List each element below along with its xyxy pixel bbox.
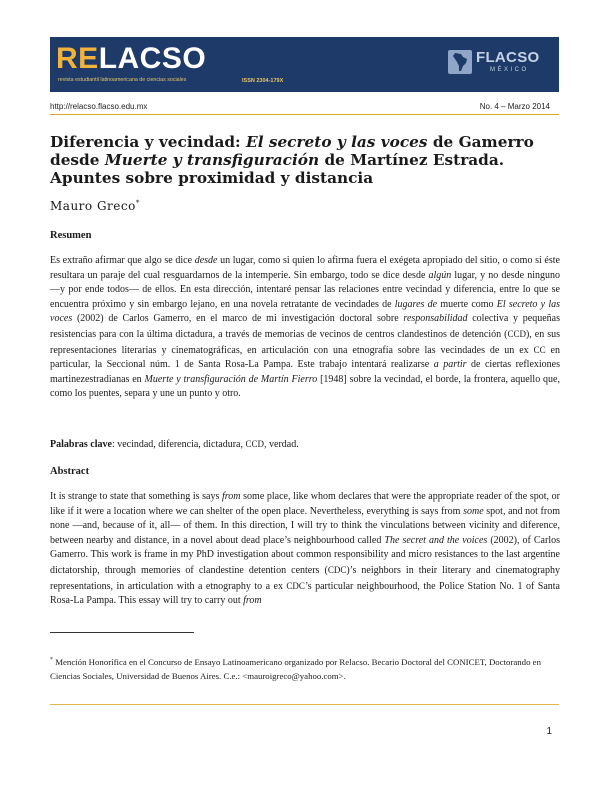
logo-rest: LACSO [98,42,207,75]
abstract-paragraph: It is strange to state that something is says from some place, like whom declares that were the appropriate reader of the spot, or like if it were a location where we can shelter of the open place. Nevertheless, everything is says from some spot, and not from none —and, because of it, all— of them. In this direction, I will try to think the vinculations between vicinity and diference, between nearby and distance, in a novel about dead place’s neighbourhood called The secret and the voices (2002), of Carlos Gamerro. This work is frame in my PhD investigation about common responsibility and micro resistances to the last argentine dictatorship, through memories of clandestine detention centers (CDC)’s neighbors in their literary and cinematography representations, in articulation with a etnography to a ex CDC’s particular neighbourhood, the Police Station No. 1 of Santa Rosa-La Pampa. This essay will try to carry out from [50,491,561,607]
footnote: * Mención Honorífica en el Concurso de Ensayo Latinoamericano organizado por Relacso. Becario Doctoral del CONICET, Doctorando en Ciencias Sociales, Universidad de Buenos Aires. C.e.: <mauroigreco@yahoo.com>. [50,656,541,681]
resumen-heading: Resumen [50,230,92,241]
article-title: Diferencia y vecindad: El secreto y las voces de Gamerro desde Muerte y transfiguración de Martínez Estrada. Apuntes sobre proximidad y distancia [50,133,534,187]
journal-header-band [50,37,559,92]
logo-tagline: revista estudiantil latinoamericana de ciencias sociales [58,77,187,83]
footnote-rule [50,632,194,633]
issn: ISSN 2304-179X [242,78,284,84]
footer-divider [50,704,559,705]
flacso-name: FLACSO [476,49,540,66]
journal-url[interactable]: http://relacso.flacso.edu.mx [50,102,148,111]
keywords: Palabras clave: vecindad, diferencia, dictadura, CCD, verdad. [50,439,299,450]
page-number: 1 [546,726,552,737]
author-name: Mauro Greco* [50,199,140,213]
abstract-heading: Abstract [50,466,90,477]
relacso-logo [56,40,206,78]
flacso-subtitle: MÉXICO [490,67,529,73]
latin-america-map-icon [448,50,472,74]
issue-info: No. 4 – Marzo 2014 [479,102,550,111]
resumen-paragraph: Es extraño afirmar que algo se dice desde un lugar, como si quien lo afirma fuera el exégeta apropiado del sitio, o como si éste resultara un paraje del cual resguardarnos de la intemperie. Sin embargo, todo se dice desde algún lugar, y no desde ninguno —y por ende todos— de ellos. En esta dirección, intentaré pensar las relaciones entre vecindad y diferencia, entre lo que se encuentra próximo y sin embargo lejano, en una novela retratante de vecindades de lugares de muerte como El secreto y las voces (2002) de Carlos Gamerro, en el marco de mi investigación doctoral sobre responsabilidad colectiva y pequeñas resistencias para con la última dictadura, a través de memorias de vecinos de centros clandestinos de detención (CCD), en sus representaciones literarias y cinematográficas, en articulación con una etnografía sobre las vecindades de un ex CC en particular, la Seccional núm. 1 de Santa Rosa-La Pampa. Este trabajo intentará realizarse a partir de ciertas reflexiones martinezestradianas en Muerte y transfiguración de Martín Fierro [1948] sobre la vecindad, el borde, la frontera, aquello que, como los puentes, separa y une un punto y otro. [50,255,561,400]
logo-re: RE [56,42,99,75]
header-divider [50,114,559,115]
